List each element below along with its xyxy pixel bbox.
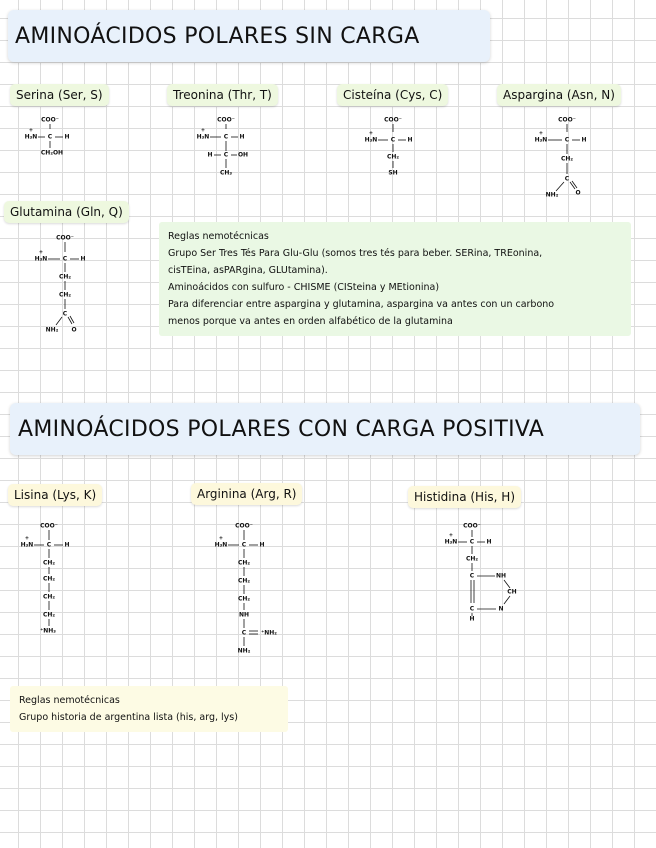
svg-text:H: H [407, 136, 413, 144]
svg-text:OH: OH [237, 151, 249, 159]
label-aspargina: Aspargina (Asn, N) [497, 84, 621, 106]
svg-text:NH: NH [238, 611, 250, 619]
svg-text:COO⁻: COO⁻ [41, 116, 59, 124]
svg-text:C: C [47, 133, 53, 141]
svg-text:C: C [564, 136, 570, 144]
svg-text:H₃N: H₃N [24, 133, 38, 141]
mnemonics-note-carga-positiva [10, 686, 288, 732]
lisina-structure [17, 520, 77, 640]
svg-text:CH₂: CH₂ [42, 559, 56, 567]
svg-text:CH₂: CH₂ [42, 593, 56, 601]
svg-text:O: O [575, 189, 581, 197]
svg-text:NH₂: NH₂ [545, 191, 559, 199]
note-line: Aminoácidos con sulfuro - CHISME (CISteina y MEtionina) [168, 282, 440, 293]
section-title-polares-carga-positiva [10, 403, 640, 455]
note-line: Grupo historia de argentina lista (his, arg, lys) [19, 712, 238, 723]
svg-text:CH₂: CH₂ [237, 577, 251, 585]
label-histidina: Histidina (His, H) [408, 486, 521, 508]
svg-text:⁺NH₂: ⁺NH₂ [261, 629, 277, 637]
svg-text:CH₂: CH₂ [42, 575, 56, 583]
svg-text:CH₂: CH₂ [560, 155, 574, 163]
svg-text:CH: CH [507, 588, 517, 596]
svg-text:CH₂OH: CH₂OH [40, 149, 64, 157]
cisteina-structure [360, 115, 420, 185]
svg-text:⁺NH₃: ⁺NH₃ [40, 627, 56, 635]
histidina-structure [440, 520, 530, 623]
svg-text:+: + [538, 130, 544, 137]
svg-text:H₃N: H₃N [444, 538, 458, 546]
svg-text:+: + [28, 127, 34, 134]
note-line: cisTEina, asPARgina, GLUtamina). [168, 265, 328, 276]
svg-text:H₃N: H₃N [214, 541, 228, 549]
svg-text:COO⁻: COO⁻ [56, 234, 74, 242]
svg-text:C: C [223, 133, 229, 141]
svg-text:H: H [80, 255, 86, 263]
svg-text:CH₂: CH₂ [237, 559, 251, 567]
glutamina-structure [32, 232, 102, 340]
svg-text:CH₃: CH₃ [219, 169, 233, 177]
note-heading: Reglas nemotécnicas [19, 695, 120, 706]
svg-text:COO⁻: COO⁻ [217, 116, 235, 124]
svg-text:CH₂: CH₂ [237, 595, 251, 603]
section-title-text: AMINOÁCIDOS POLARES CON CARGA POSITIVA [18, 416, 545, 442]
svg-text:COO⁻: COO⁻ [384, 116, 402, 124]
svg-text:H: H [259, 541, 265, 549]
svg-text:H: H [469, 615, 475, 623]
svg-text:CH₂: CH₂ [58, 291, 72, 299]
section-title-text: AMINOÁCIDOS POLARES SIN CARGA [15, 23, 420, 49]
label-cisteina: Cisteína (Cys, C) [337, 84, 448, 106]
section-title-polares-sin-carga [8, 10, 490, 62]
aspargina-structure [530, 115, 600, 205]
svg-text:H₃N: H₃N [34, 255, 48, 263]
svg-text:NH: NH [495, 572, 507, 580]
svg-text:H: H [239, 133, 245, 141]
svg-text:CH₂: CH₂ [58, 273, 72, 281]
svg-text:NH₂: NH₂ [237, 647, 251, 655]
svg-text:C: C [223, 151, 229, 159]
svg-text:COO⁻: COO⁻ [558, 116, 576, 124]
svg-text:H₃N: H₃N [196, 133, 210, 141]
svg-text:COO⁻: COO⁻ [235, 522, 253, 530]
svg-text:O: O [71, 326, 77, 334]
svg-text:C: C [62, 255, 68, 263]
svg-text:NH₂: NH₂ [45, 326, 59, 334]
svg-text:CH₂: CH₂ [465, 555, 479, 563]
svg-text:C: C [469, 605, 475, 613]
svg-text:+: + [38, 249, 44, 256]
svg-text:+: + [368, 130, 374, 137]
note-line: menos porque va antes en orden alfabético de la glutamina [168, 316, 453, 327]
svg-text:C: C [564, 175, 570, 183]
svg-text:H₃N: H₃N [20, 541, 34, 549]
label-serina: Serina (Ser, S) [10, 84, 109, 106]
svg-text:C: C [241, 629, 247, 637]
treonina-structure [190, 115, 260, 180]
svg-text:H₃N: H₃N [364, 136, 378, 144]
svg-text:C: C [390, 136, 396, 144]
svg-text:+: + [218, 535, 224, 542]
svg-text:H: H [207, 151, 213, 159]
label-glutamina: Glutamina (Gln, Q) [4, 201, 129, 223]
svg-text:H: H [486, 538, 492, 546]
note-line: Para diferenciar entre aspargina y glutamina, aspargina va antes con un carbono [168, 299, 555, 310]
serina-structure [22, 115, 82, 165]
svg-text:+: + [24, 535, 30, 542]
svg-text:C: C [469, 572, 475, 580]
note-line: Grupo Ser Tres Tés Para Glu-Glu (somos tres tés para beber. SERina, TREonina, [168, 248, 543, 259]
svg-text:N: N [498, 605, 504, 613]
svg-text:C: C [46, 541, 52, 549]
arginina-structure [210, 520, 290, 660]
svg-text:H: H [581, 136, 587, 144]
label-arginina: Arginina (Arg, R) [191, 483, 302, 505]
label-lisina: Lisina (Lys, K) [8, 484, 102, 506]
svg-text:H: H [64, 541, 70, 549]
svg-text:COO⁻: COO⁻ [463, 522, 481, 530]
note-heading: Reglas nemotécnicas [168, 231, 269, 242]
svg-text:H₃N: H₃N [534, 136, 548, 144]
svg-text:C: C [469, 538, 475, 546]
svg-text:COO⁻: COO⁻ [40, 522, 58, 530]
svg-text:C: C [62, 310, 68, 318]
svg-text:H: H [64, 133, 70, 141]
svg-text:CH₂: CH₂ [386, 153, 400, 161]
svg-text:CH₂: CH₂ [42, 611, 56, 619]
svg-text:SH: SH [388, 169, 398, 177]
svg-text:+: + [448, 532, 454, 539]
svg-text:+: + [200, 127, 206, 134]
label-treonina: Treonina (Thr, T) [167, 84, 278, 106]
mnemonics-note-sin-carga [159, 222, 631, 336]
svg-text:C: C [241, 541, 247, 549]
